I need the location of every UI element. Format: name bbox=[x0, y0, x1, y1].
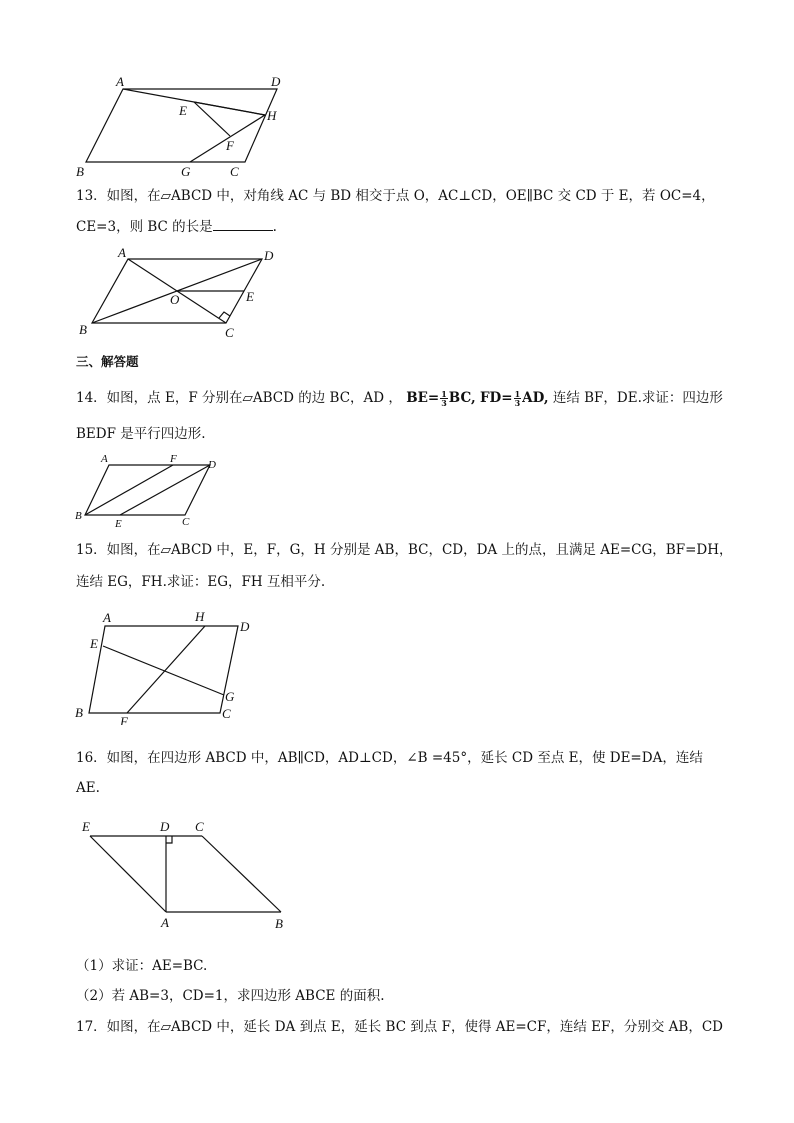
fig12-label-e: E bbox=[179, 103, 187, 118]
q14-text-part2: 连结 BF，DE.求证：四边形 bbox=[548, 390, 723, 406]
q16-text-line2: AE. bbox=[76, 780, 100, 796]
figure-q15-parallelogram bbox=[70, 605, 270, 725]
fig15-segment-eg bbox=[103, 646, 224, 695]
fig13-label-b: B bbox=[79, 322, 87, 337]
fig16-label-e: E bbox=[82, 819, 90, 834]
fig12-label-c: C bbox=[230, 164, 239, 179]
fig15-label-f: F bbox=[120, 714, 128, 725]
q16-subquestion-1: （1）求证：AE=BC. bbox=[76, 958, 208, 974]
fig12-label-h: H bbox=[267, 108, 277, 123]
fig12-label-g: G bbox=[181, 164, 191, 179]
fig12-label-f: F bbox=[226, 138, 234, 153]
q14-fraction-one-third-a: $\frac{1}{3}$ bbox=[441, 389, 447, 408]
fig15-label-b: B bbox=[75, 705, 83, 720]
q13-text-line1: 13．如图，在▱ABCD 中，对角线 AC 与 BD 相交于点 O，AC⊥CD，OE∥BC 交 CD 于 E，若 OC=4， bbox=[76, 188, 715, 204]
fig12-label-d: D bbox=[271, 74, 281, 89]
fig12-label-a: A bbox=[116, 74, 124, 89]
q16-text-line1: 16．如图，在四边形 ABCD 中，AB∥CD，AD⊥CD，∠B =45°，延长 CD 至点 E，使 DE=DA，连结 bbox=[76, 750, 703, 766]
fig16-segment-ae bbox=[90, 836, 166, 912]
q13-answer-blank bbox=[213, 216, 273, 231]
fig15-label-g: G bbox=[225, 689, 235, 704]
q15-text-line2: 连结 EG，FH.求证：EG，FH 互相平分. bbox=[76, 574, 326, 590]
q17-text-line1: 17．如图，在▱ABCD 中，延长 DA 到点 E，延长 BC 到点 F，使得 AE=CF，连结 EF，分别交 AB，CD bbox=[76, 1019, 723, 1035]
fig14-segment-ed bbox=[120, 465, 210, 515]
figure-q13-parallelogram bbox=[72, 244, 302, 344]
fig15-parallelogram-abcd bbox=[89, 626, 238, 713]
fig13-label-e: E bbox=[246, 289, 254, 304]
fig15-label-d: D bbox=[240, 619, 250, 634]
fig13-label-d: D bbox=[264, 248, 274, 263]
q15-text-line1: 15．如图，在▱ABCD 中，E，F，G，H 分别是 AB，BC，CD，DA 上的点，且满足 AE=CG，BF=DH， bbox=[76, 542, 733, 558]
fig14-label-b: B bbox=[75, 510, 82, 522]
fig15-label-h: H bbox=[195, 609, 205, 624]
fig15-label-a: A bbox=[103, 610, 111, 625]
fig14-parallelogram-abcd bbox=[85, 465, 210, 515]
q14-eq2: = bbox=[501, 390, 513, 406]
q14-text-line1 bbox=[76, 388, 723, 408]
q14-text-line2: BEDF 是平行四边形. bbox=[76, 426, 206, 442]
fig15-label-e: E bbox=[90, 636, 98, 651]
fig14-segment-bf bbox=[85, 465, 173, 515]
fig14-label-f: F bbox=[170, 453, 177, 465]
q14-eq1: = bbox=[427, 390, 440, 406]
figure-q16-quadrilateral bbox=[76, 815, 306, 935]
fig14-label-e: E bbox=[115, 518, 122, 530]
figure-q14-parallelogram bbox=[70, 450, 230, 530]
section-heading-answer-questions: 三、解答题 bbox=[76, 354, 139, 369]
fig13-label-a: A bbox=[118, 245, 126, 260]
q14-bc: BC, bbox=[448, 390, 476, 406]
fig15-label-c: C bbox=[222, 706, 231, 721]
fig13-label-c: C bbox=[225, 325, 234, 340]
fig16-label-b: B bbox=[275, 916, 283, 931]
fig14-label-d: D bbox=[208, 459, 216, 471]
q16-subquestion-2: （2）若 AB=3，CD=1，求四边形 ABCE 的面积. bbox=[76, 988, 385, 1004]
q13-text-prefix: CE=3，则 BC 的长是 bbox=[76, 219, 213, 235]
fig13-right-angle-mark bbox=[219, 312, 230, 318]
q13-text-suffix: . bbox=[272, 219, 277, 235]
fig16-label-c: C bbox=[195, 819, 204, 834]
q14-fraction-one-third-b: $\frac{1}{3}$ bbox=[514, 389, 521, 408]
q14-text-part1: 14．如图，点 E，F 分别在▱ABCD 的边 BC，AD ， bbox=[76, 390, 402, 406]
fig14-label-c: C bbox=[182, 516, 190, 528]
figure-q12-parallelogram bbox=[70, 70, 310, 180]
fig16-label-a: A bbox=[161, 915, 169, 930]
q14-ad: AD, bbox=[522, 390, 549, 406]
q14-fd: FD bbox=[479, 390, 502, 406]
fig15-segment-fh bbox=[127, 626, 205, 713]
fig16-right-angle-mark bbox=[166, 836, 172, 843]
fig16-label-d: D bbox=[160, 819, 170, 834]
fig12-segment-eh bbox=[194, 102, 265, 115]
fig16-segment-bc bbox=[202, 836, 281, 912]
fig14-label-a: A bbox=[101, 453, 108, 465]
fig13-label-o: O bbox=[170, 292, 180, 307]
fig12-label-b: B bbox=[76, 164, 84, 179]
q13-text-line2 bbox=[76, 216, 277, 237]
q14-be: BE bbox=[406, 390, 428, 406]
